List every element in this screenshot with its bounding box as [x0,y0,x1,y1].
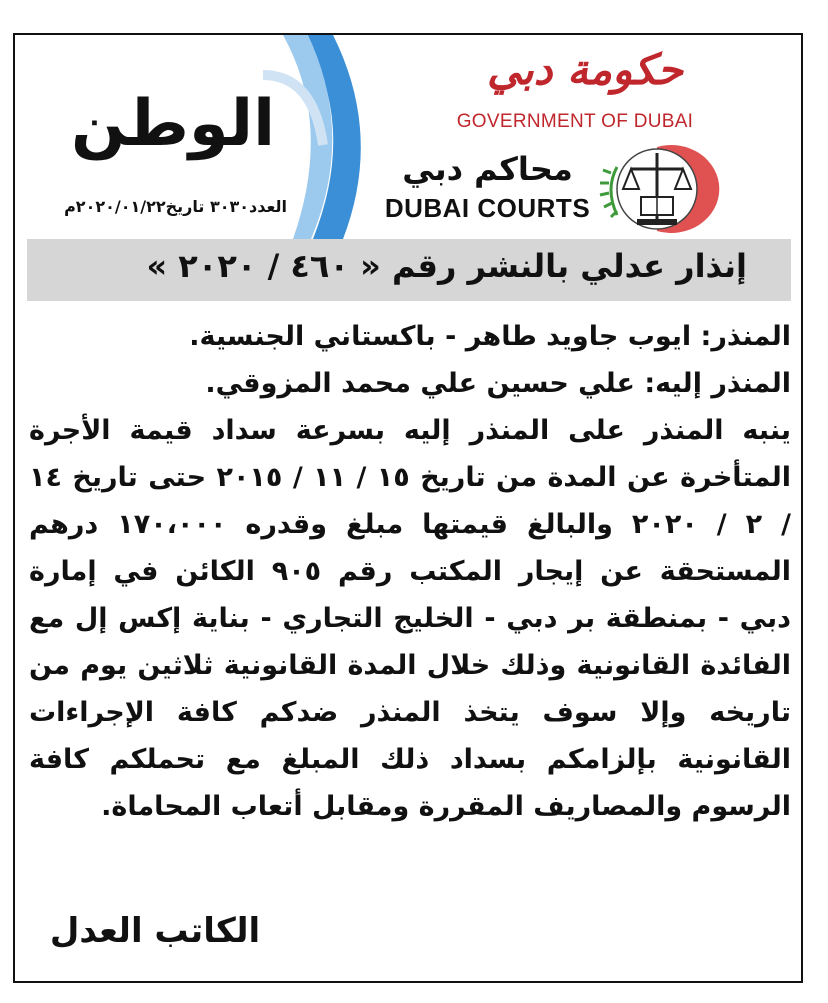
notifier-line: المنذر: ايوب جاويد طاهر - باكستاني الجنسية. [189,321,791,352]
notice-title: إنذار عدلي بالنشر رقم « ٤٦٠ / ٢٠٢٠ » [146,247,747,285]
signer: الكاتب العدل [49,911,261,951]
government-logo-arabic: حكومة دبي [487,45,683,94]
notice-frame [13,33,803,983]
government-logo-english: GOVERNMENT OF DUBAI [456,111,694,132]
issue-date-line: العدد٣٠٣٠ تاريخ٢٠٢٠/٠١/٢٢م [64,197,287,216]
notified-line: المنذر إليه: علي حسين علي محمد المزوقي. [205,368,791,399]
newspaper-name: الوطن [71,87,275,161]
scales-of-justice-icon [587,139,767,235]
notice-paragraph: ينبه المنذر على المنذر إليه بسرعة سداد قيمة الأجرة المتأخرة عن المدة من تاريخ ١٥ / ١١ / ٢٠١٥ حتى تاريخ ١٤ / ٢ / ٢٠٢٠ والبالغ قيمتها مبلغ وقدره ١٧٠،٠٠٠ درهم المستحقة عن إيجار المكتب رقم ٩٠٥ الكائن في إمارة دبي - بمنطقة بر دبي - الخليج التجاري - بناية إكس إل مع الفائدة القانونية وذلك خلال المدة القانونية ثلاثين يوم من تاريخه وإلا سوف يتخذ المنذر ضدكم كافة الإجراءات القانونية بإلزامكم بسداد ذلك المبلغ مع تحملكم كافة الرسوم والمصاريف المقررة ومقابل أتعاب المحاماة. [29,415,791,822]
header [15,35,801,239]
notice-body [29,313,791,830]
dubai-courts-english: DUBAI COURTS [384,193,591,223]
dubai-courts-arabic: محاكم دبي [402,150,573,188]
